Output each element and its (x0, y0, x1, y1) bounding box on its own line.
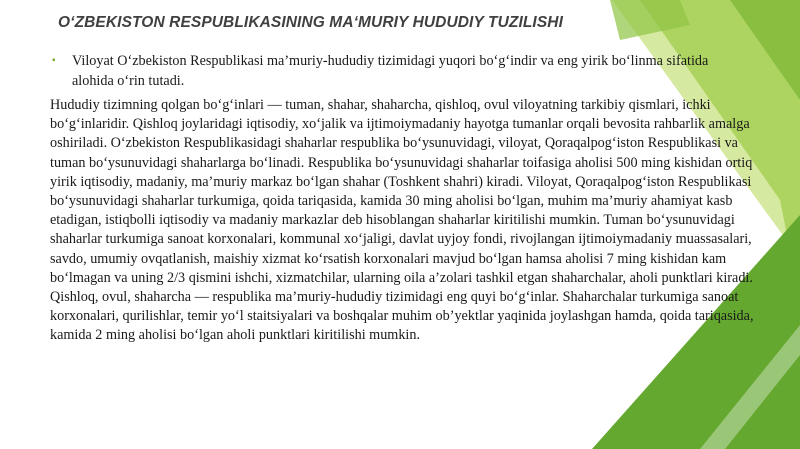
body-paragraph: Hududiy tizimning qolgan bo‘g‘inlari — tuman, shahar, shaharcha, qishloq, ovul viloyatning tarkibiy qismlari, ichki bo‘g‘inlaridir. Qishloq joylaridagi iqtisodiy, xo‘jalik va ijtimoiymadaniy hayotga tumanlar orqali bevosita rahbarlik amalga oshiriladi. O‘zbekiston Respublikasidagi shaharlar respublika bo‘ysunuvidagi, viloyat, Qoraqalpog‘iston Respublikasi va tuman bo‘ysunuvidagi shaharlarga bo‘linadi. Respublika bo‘ysunuvidagi shaharlar toifasiga aholisi 500 ming kishidan ortiq yirik iqtisodiy, madaniy, ma’muriy markaz bo‘lgan shahar (Toshkent shahri) kiradi. Viloyat, Qoraqalpog‘iston Respublikasi bo‘ysunuvidagi shaharlar turkumiga, qoida tariqasida, kamida 30 ming aholisi bo‘lgan, muhim ma’muriy ahamiyat kasb etadigan, istiqbolli iqtisodiy va madaniy markazlar deb hisoblangan shaharlar kiritilishi mumkin. Tuman bo‘ysunuvidagi shaharlar turkumiga sanoat korxonalari, kommunal xo‘jaligi, davlat uyjoy fondi, rivojlangan ijtimoiymadaniy muassasalari, savdo, umumiy ovqatlanish, maishiy xizmat ko‘rsatish korxonalari mavjud bo‘lgan hamsa aholisi 7 ming kishidan kam bo‘lmagan va uning 2/3 qismini ishchi, xizmatchilar, ularning oila a’zolari tashkil etgan shaharchalar, aholi punktlari kiradi. Qishloq, ovul, shaharcha — respublika ma’muriy-hududiy tizimidagi eng quyi bo‘g‘inlar. Shaharchalar turkumiga sanoat korxonalari, qurilishlar, temir yo‘l staitsiyalari va boshqalar muhim ob’yektlar yaqinida joylashgan hamda, qoida tariqasida, kamida 2 ming aholisi bo‘lgan aholi punktlari kiritilishi mumkin. (50, 97, 754, 344)
slide-title: O‘ZBEKISTON RESPUBLIKASINING MA‘MURIY HUDUDIY TUZILISHI (58, 14, 563, 31)
bullet-text: Viloyat O‘zbekiston Respublikasi ma’muriy-hududiy tizimidagi yuqori bo‘g‘indir va eng yirik bo‘linma sifatida alohida o‘rin tutadi. (72, 53, 709, 89)
bullet-icon: ▪ (52, 55, 56, 66)
bullet-item (52, 51, 752, 91)
